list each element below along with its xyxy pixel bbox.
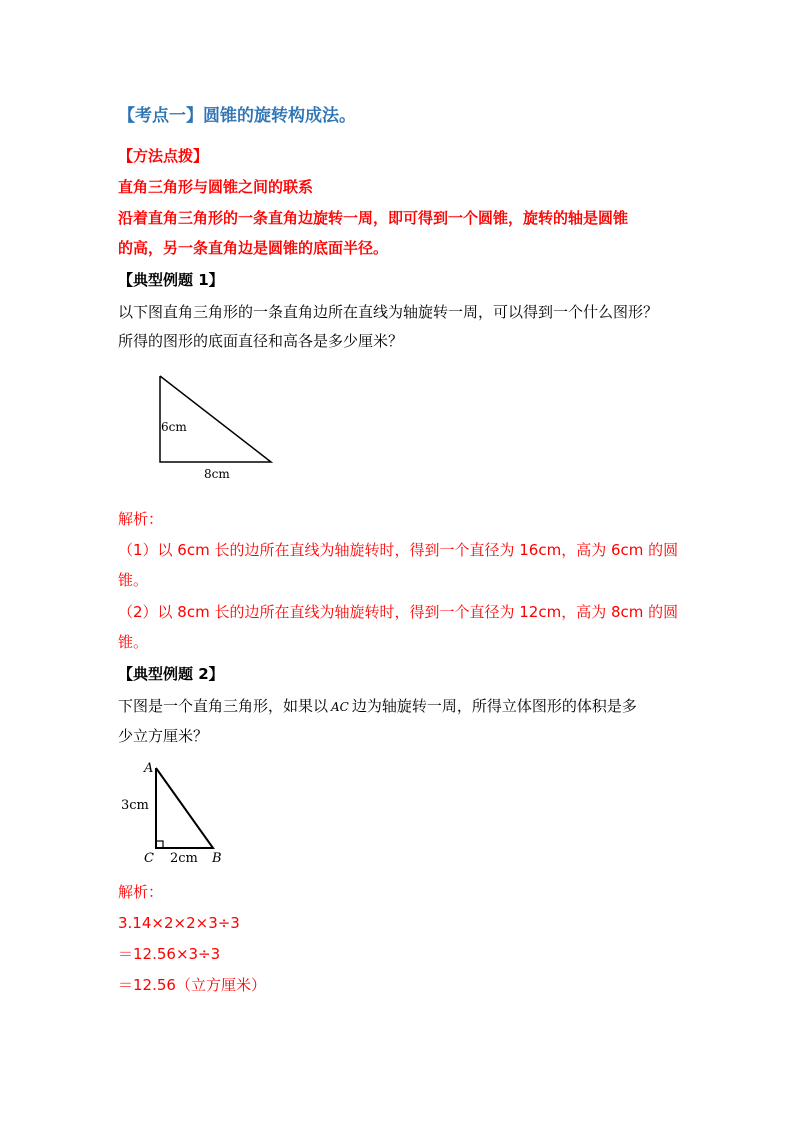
triangle-2-outline	[156, 768, 213, 848]
example1-answer2-line1: （2）以 8cm 长的边所在直线为轴旋转时，得到一个直径为 12cm，高为 8cm 的圆	[118, 603, 679, 621]
method-subtitle: 直角三角形与圆锥之间的联系	[118, 178, 314, 196]
example2-question-var: AC	[331, 700, 349, 714]
example2-question-line1	[118, 696, 637, 717]
triangle-2-bottom-label: 2cm	[170, 851, 198, 866]
example2-question-line2: 少立方厘米？	[118, 727, 209, 745]
example2-analysis-title: 解析：	[118, 883, 164, 901]
example2-calc-line1: 3.14×2×2×3÷3	[118, 914, 240, 932]
triangle-1-bottom-label: 8cm	[204, 467, 230, 481]
example2-question-post: 边为轴旋转一周，所得立体图形的体积是多	[351, 697, 637, 715]
triangle-figure-2	[118, 758, 238, 866]
method-title: 【方法点拨】	[118, 147, 209, 165]
triangle-figure-1	[150, 370, 280, 482]
example2-question-pre: 下图是一个直角三角形，如果以	[118, 697, 329, 715]
vertex-c-label: C	[144, 851, 154, 866]
vertex-b-label: B	[212, 851, 222, 866]
section-heading: 【考点一】圆锥的旋转构成法。	[118, 106, 356, 126]
example1-title: 【典型例题 1】	[118, 271, 224, 289]
triangle-2-left-label: 3cm	[121, 798, 149, 813]
example2-calc-line2: ＝12.56×3÷3	[118, 945, 221, 963]
example1-question-line2: 所得的图形的底面直径和高各是多少厘米？	[118, 332, 404, 350]
triangle-1-outline	[160, 376, 271, 462]
vertex-a-label: A	[144, 761, 154, 776]
example1-analysis-title: 解析：	[118, 510, 164, 528]
example1-question-line1: 以下图直角三角形的一条直角边所在直线为轴旋转一周，可以得到一个什么图形？	[118, 303, 659, 321]
method-text-line2: 的高，另一条直角边是圆锥的底面半径。	[118, 239, 389, 257]
example2-title: 【典型例题 2】	[118, 665, 224, 683]
example2-calc-line3: ＝12.56（立方厘米）	[118, 976, 266, 994]
right-angle-mark	[156, 841, 163, 848]
triangle-1-left-label: 6cm	[161, 420, 187, 434]
method-text-line1: 沿着直角三角形的一条直角边旋转一周，即可得到一个圆锥，旋转的轴是圆锥	[118, 209, 629, 227]
example1-answer1-line2: 锥。	[118, 571, 149, 589]
example1-answer2-line2: 锥。	[118, 633, 149, 651]
example1-answer1-line1: （1）以 6cm 长的边所在直线为轴旋转时，得到一个直径为 16cm，高为 6cm 的圆	[118, 541, 679, 559]
